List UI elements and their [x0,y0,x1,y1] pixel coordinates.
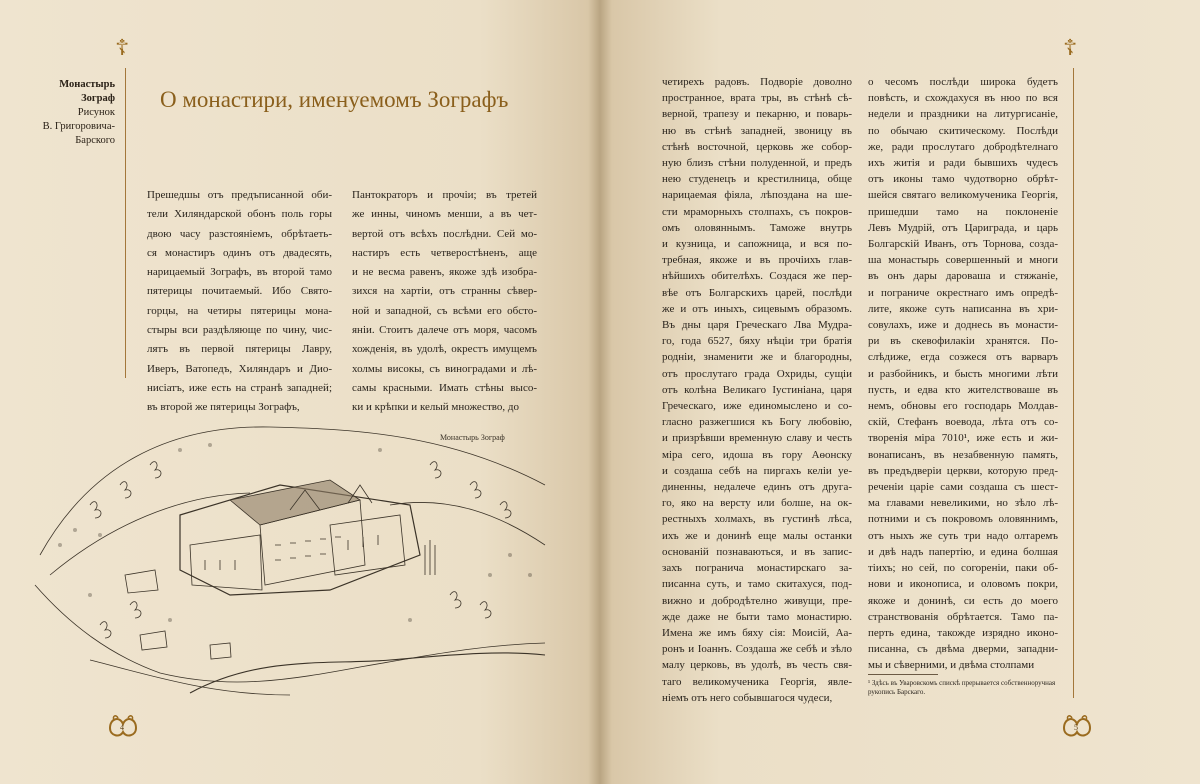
footnote-rule [868,674,938,675]
text-line: въ предъдверiи церкви, которую пред- [868,464,1058,477]
sidenote-line: Барского [75,135,115,146]
text-line: нарицаемый Зографъ, въ второй тамо [147,266,332,279]
text-line: стыры вси раздѣляюще по чину, чис- [147,324,332,337]
text-line: диненны, недалече единъ отъ друга- [662,481,852,494]
text-line: пришедши тамо на поклоненiе [868,205,1058,218]
text-line: нѣйшихъ обителѣхъ. Создася же пер- [662,270,852,283]
text-line: янiи. Стоитъ далече отъ моря, часомъ [352,324,537,337]
sidenote-line: Зограф [81,93,115,104]
text-line: ной и западной, съ всѣми его обсто- [352,304,537,317]
text-line: и кузница, и сапожница, и вся по- [662,238,852,251]
text-line: рестныхъ холмахъ, въ густинѣ лѣса, [662,513,852,526]
text-line: и двѣ надъ папертiю, и едина болшая [868,545,1058,558]
text-line: ную близъ стѣни полуденной, и предъ [662,157,852,170]
text-line: вонаписанъ, въ незабвенную память, [868,448,1058,461]
text-line: горцы, на четиры пятерицы мона- [147,304,332,317]
text-line: нiемъ отъ него собывшагося чудеси, [662,691,833,704]
text-line: ма главами невеликими, но зѣло лѣ- [868,497,1058,510]
sidenote-line: Монастырь [59,79,115,90]
text-column-left-1 [147,186,332,418]
text-line: же и отъ иныхъ, сицевымъ образомъ. [662,302,852,315]
chapter-title: О монастири, именуемомъ Зографъ [160,87,509,112]
text-line: нисiатъ, иже есть на странѣ западней; [147,381,332,394]
text-line: требная, якоже и въ прочiихъ глав- [662,254,852,267]
text-line: ри въ скевофилакiи хранятся. По- [868,335,1058,348]
text-line: нею студенецъ и крестилница, обще [662,173,852,186]
text-column-right-2 [868,74,1058,674]
text-line: въ второй же пятерицы Зографъ, [147,401,300,414]
text-line: Иверъ, Ватопедъ, Хиляндаръ и Дио- [147,362,332,375]
text-line: скiй, Стефанъ воевода, лѣта отъ со- [868,416,1058,429]
text-line: стѣнѣ восточной, церковь же собор- [662,140,852,153]
text-line: хожденiя, въ удолѣ, окрестъ имущемъ [352,343,537,356]
text-line: самы красными. Имать стѣны высо- [352,381,537,394]
text-line: недели и праздники на литургисанiе, [868,108,1058,121]
text-line: отъ колѣна Великаго Iустинiана, царя [662,383,852,396]
text-line: и создаша себѣ на пиргахъ келiи уе- [662,464,852,477]
text-line: Болгарскiй Иванъ, отъ Торнова, созда- [868,238,1058,251]
text-column-left-2 [352,186,537,418]
text-line: и пограниче окрестнаго имъ опредѣ- [868,286,1058,299]
text-line: малу церковь, въ удолѣ, въ честь свя- [662,659,852,672]
text-line: Левъ Мудрiй, отъ Цариграда, и царь [868,221,1058,234]
monastery-illustration [30,405,550,705]
text-line: ки и крѣпки и келый множество, до [352,401,519,414]
text-line: гласно разжегшися къ Богу любовiю, [662,416,852,429]
text-line: о чесомъ послѣди широка будетъ [868,76,1058,88]
text-line: вѣе отъ Болгарскихъ царей, послѣди [662,286,852,299]
text-line: странствованiя обрѣтается. Тамо па- [868,610,1058,623]
text-line: и не весма равенъ, якоже здѣ изобра- [352,266,537,279]
text-line: двою часу разстоянiемъ, обрѣтаеть- [147,227,332,240]
cross-ornament-icon: ☦ [115,36,130,61]
text-line: четирехъ радовъ. Подворiе доволно [662,76,852,88]
text-line: зихся на хартiи, отъ странны сѣвер- [352,285,537,298]
text-line: Прешедшы отъ предъписанной оби- [147,189,332,201]
cross-ornament-icon: ☦ [1063,36,1078,61]
text-line: верной, трапезу и пекарню, и поварь- [662,108,852,121]
text-line: ронъ и Iоаннъ. Создаша же себѣ и зѣло [662,643,852,656]
text-line: тiихъ; но сей, по согоренiи, паки об- [868,562,1058,575]
text-line: вертой отъ всѣхъ послѣдни. Сей мо- [352,227,537,240]
text-line: Въ дны царя Греческаго Лва Мудра- [662,319,852,332]
text-line: въ онъ дары дароваша и стяжанiе, [868,270,1058,283]
text-line: вижно и добродѣтелно живущи, пре- [662,594,852,607]
illustration-caption: Монастырь Зограф [440,433,505,442]
text-line: ша монастырь совершенный и многи [868,254,1058,267]
text-line: нови и иконописа, и оловомъ покри, [868,578,1058,591]
sidenote [30,78,115,148]
text-line: якоже и донинѣ, си есть до моего [868,594,1058,607]
text-line: захъ погранича монастирскаго за- [662,562,852,575]
text-line: ню въ стѣнѣ западней, звоницу въ [662,124,852,137]
text-line: повѣсть, и схождахуся въ нюо по вся [868,92,1058,105]
text-line: немъ, обновы его господарь Молдав- [868,400,1058,413]
text-line: писанна суть, и тамо скитахуся, под- [662,578,852,591]
text-line: омъ оловяннымъ. Таможе внутрь [662,221,852,234]
footnote: ¹ Здѣсь въ Уваровскомъ спискѣ прерывается собственноручная рукопись Барскаго. [868,679,1056,696]
text-line: тели Хиляндарской обонъ поль горы [147,208,332,221]
text-line: лятъ въ первой пятерицы Лавру, [147,343,332,356]
text-line: и разбойникъ, и бысть многими лѣти [868,367,1058,380]
text-line: Имена же имъ бяху сiя: Моисiй, Аа- [662,626,852,639]
margin-rule [125,68,126,378]
text-line: ихъ же и донинѣ еще малы останки [662,529,852,542]
text-line: реченiи царiе сами создаша съ шест- [868,481,1058,494]
text-line: и призрѣвши временную славу и честь [662,432,852,445]
text-line: отъ ныхъ же суть три надо олтаремъ [868,529,1058,542]
page-number: 4 [120,723,124,732]
right-page [600,0,1200,784]
text-line: жде даже не быти тамо монастирю. [662,610,852,623]
text-line: же инны, чиномъ менши, а въ чет- [352,208,537,221]
text-line: ихъ житiя и ради бывшихъ чудесъ [868,157,1058,170]
sidenote-line: Рисунок [77,107,115,118]
text-line: роднiи, знаменити же и благородны, [662,351,852,364]
text-line: сти мраморныхъ столпахъ, съ покров- [662,205,852,218]
text-line: пусть, и едва кто жителствоваше въ [868,383,1058,396]
text-line: пространное, врата тры, въ стѣнѣ сѣ- [662,92,852,105]
sidenote-line: В. Григоровича- [42,121,115,132]
text-line: отъ иконы тамо чудотворно обрѣт- [868,173,1058,186]
text-line: мiра сего, идоша въ гору Аѳонску [662,448,852,461]
text-line: таго великомученика Георгiя, явле- [662,675,852,688]
text-column-right-1 [662,74,852,706]
text-line: ся монастиръ одинъ отъ двадесять, [147,246,332,259]
page-number: 5 [1074,723,1078,732]
text-line: настиръ есть четверостѣненъ, аще [352,246,537,259]
text-line: основанiй познаваються, и въ запис- [662,545,852,558]
text-line: совулахъ, иже и доднесь въ монасти- [868,319,1058,332]
text-line: потними и съ покровомъ оловяннимъ, [868,513,1058,526]
text-line: мы и сѣверними, и двѣма столпами [868,659,1035,672]
text-line: слѣдиже, егда соэжеся отъ варваръ [868,351,1058,364]
text-line: перть едина, такожде изрядно иконо- [868,626,1058,639]
text-line: холмы високы, съ виноградами и лѣ- [352,362,537,375]
text-line: творенiя мiра 7010¹, иже есть и жи- [868,432,1058,445]
text-line: шейся святаго великомученика Георгiя, [868,189,1058,202]
text-line: го, года 6527, бяху нѣцiи три братiя [662,335,852,348]
text-line: по обычаю скитическому. Послѣди [868,124,1058,137]
text-line: нарицаемая фiяла, лѣпоздана на ше- [662,189,852,202]
text-line: Греческаго, иже единомыслено и со- [662,400,852,413]
text-line: пятерицы почитаемый. Ибо Свято- [147,285,332,298]
text-line: го, яко на версту или болше, на ок- [662,497,852,510]
margin-rule [1073,68,1074,698]
text-line: лите, якоже суть написанна въ хри- [868,302,1058,315]
text-line: же, ради прослутаго добродѣтелнаго [868,140,1058,153]
text-line: отъ прослутаго града Охриды, сущiи [662,367,852,380]
text-line: Пантократоръ и прочiи; въ третей [352,189,537,201]
text-line: писанна, съ двѣма дверми, западни- [868,643,1058,656]
